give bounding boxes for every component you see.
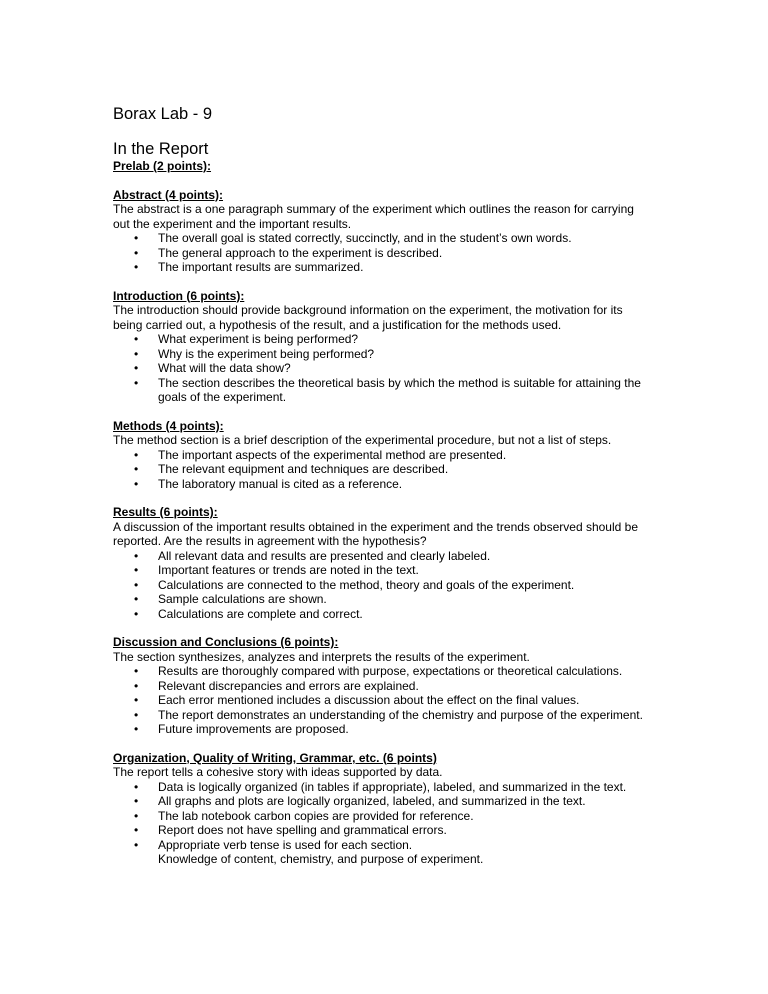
bullet-icon: •: [134, 779, 139, 794]
criteria-list: [113, 231, 653, 275]
criteria-item: [113, 376, 653, 405]
criteria-text: The overall goal is stated correctly, succinctly, and in the student’s own words.: [158, 231, 572, 245]
criteria-item: [113, 664, 653, 679]
criteria-list: [113, 780, 653, 867]
bullet-icon: •: [134, 678, 139, 693]
bullet-icon: •: [134, 722, 139, 736]
criteria-text: Future improvements are proposed.: [158, 722, 349, 736]
criteria-item: [113, 794, 653, 809]
criteria-text: The lab notebook carbon copies are provided for reference.: [158, 808, 474, 823]
criteria-text: Knowledge of content, chemistry, and purpose of experiment.: [158, 852, 484, 866]
document-title: Borax Lab - 9: [113, 105, 213, 123]
section-heading: Organization, Quality of Writing, Grammar, etc. (6 points): [113, 750, 437, 765]
bullet-icon: •: [134, 447, 139, 462]
criteria-list: [113, 448, 653, 492]
criteria-text: Calculations are connected to the method, theory and goals of the experiment.: [158, 577, 575, 592]
bullet-icon: •: [134, 346, 139, 361]
criteria-item: [113, 578, 653, 593]
criteria-text: The laboratory manual is cited as a reference.: [158, 476, 403, 491]
criteria-item: [113, 708, 653, 723]
bullet-icon: •: [134, 606, 139, 621]
bullet-icon: •: [134, 577, 139, 592]
bullet-icon: •: [134, 563, 139, 577]
criteria-item: [113, 260, 653, 275]
criteria-text: The report demonstrates an understanding of the chemistry and purpose of the experiment.: [158, 707, 643, 722]
bullet-icon: •: [134, 808, 139, 823]
criteria-item: [113, 246, 653, 261]
criteria-text: Relevant discrepancies and errors are explained.: [158, 678, 419, 693]
criteria-item: [113, 607, 653, 622]
section-description: The abstract is a one paragraph summary of the experiment which outlines the reason for carrying out the experiment and the important results.: [113, 202, 634, 231]
section-heading: Results (6 points):: [113, 505, 218, 519]
criteria-continuation: [113, 852, 653, 867]
criteria-text: What experiment is being performed?: [158, 332, 359, 346]
criteria-text: Sample calculations are shown.: [158, 592, 327, 606]
rubric-section: [113, 635, 653, 737]
bullet-icon: •: [134, 231, 139, 245]
criteria-text: What will the data show?: [158, 361, 291, 375]
criteria-item: [113, 679, 653, 694]
section-description: The section synthesizes, analyzes and interprets the results of the experiment.: [113, 649, 530, 664]
bullet-icon: •: [134, 260, 139, 274]
bullet-icon: •: [134, 794, 139, 808]
section-heading: Abstract (4 points):: [113, 187, 224, 202]
section-description: The introduction should provide background information on the experiment, the motivation for its being carried out, a hypothesis of the result, and a justification for the methods used.: [113, 303, 623, 332]
bullet-icon: •: [134, 592, 139, 606]
criteria-text: All graphs and plots are logically organized, labeled, and summarized in the text.: [158, 794, 586, 808]
bullet-icon: •: [134, 837, 139, 852]
criteria-item: [113, 347, 653, 362]
bullet-icon: •: [134, 332, 139, 346]
section-description: The report tells a cohesive story with ideas supported by data.: [113, 765, 443, 779]
rubric-section: [113, 159, 653, 174]
criteria-text: Appropriate verb tense is used for each section.: [158, 837, 413, 852]
criteria-text: Why is the experiment being performed?: [158, 346, 375, 361]
criteria-list: [113, 664, 653, 737]
criteria-text: Each error mentioned includes a discussion about the effect on the final values.: [158, 693, 580, 707]
criteria-item: [113, 592, 653, 607]
report-heading: In the Report: [113, 140, 209, 158]
criteria-item: [113, 809, 653, 824]
criteria-text: The important aspects of the experimental method are presented.: [158, 447, 507, 462]
section-heading: Methods (4 points):: [113, 418, 224, 433]
section-heading: Prelab (2 points):: [113, 159, 212, 173]
rubric-section: [113, 188, 653, 275]
criteria-item: [113, 823, 653, 838]
criteria-item: [113, 722, 653, 737]
criteria-item: [113, 563, 653, 578]
bullet-icon: •: [134, 476, 139, 491]
criteria-list: [113, 549, 653, 622]
bullet-icon: •: [134, 664, 139, 678]
criteria-text: The important results are summarized.: [158, 260, 364, 274]
bullet-icon: •: [134, 462, 139, 476]
criteria-list: [113, 332, 653, 405]
criteria-text: Calculations are complete and correct.: [158, 606, 363, 621]
criteria-item: [113, 693, 653, 708]
bullet-icon: •: [134, 693, 139, 707]
bullet-icon: •: [134, 245, 139, 260]
bullet-icon: •: [134, 361, 139, 375]
criteria-item: [113, 780, 653, 795]
criteria-text: The section describes the theoretical basis by which the method is suitable for attaining the goals of the experiment.: [158, 375, 641, 404]
bullet-icon: •: [134, 823, 139, 837]
criteria-text: The general approach to the experiment is described.: [158, 245, 443, 260]
section-description: The method section is a brief description of the experimental procedure, but not a list of steps.: [113, 433, 612, 447]
section-heading: Discussion and Conclusions (6 points):: [113, 635, 339, 649]
rubric-sections: [113, 159, 653, 867]
document-body: [113, 104, 653, 867]
criteria-item: [113, 838, 653, 853]
criteria-item: [113, 231, 653, 246]
rubric-section: [113, 751, 653, 867]
bullet-icon: •: [134, 707, 139, 722]
rubric-section: [113, 505, 653, 621]
criteria-item: [113, 462, 653, 477]
criteria-text: The relevant equipment and techniques are described.: [158, 462, 449, 476]
rubric-section: [113, 419, 653, 492]
criteria-item: [113, 361, 653, 376]
criteria-item: [113, 549, 653, 564]
criteria-text: Report does not have spelling and grammatical errors.: [158, 823, 447, 837]
criteria-item: [113, 332, 653, 347]
section-description: A discussion of the important results obtained in the experiment and the trends observed should be reported. Are the results in agreement with the hypothesis?: [113, 519, 638, 548]
criteria-text: Data is logically organized (in tables if appropriate), labeled, and summarized in the text.: [158, 779, 627, 794]
bullet-icon: •: [134, 375, 139, 390]
criteria-text: Important features or trends are noted in the text.: [158, 563, 419, 577]
bullet-icon: •: [134, 548, 139, 563]
criteria-item: [113, 477, 653, 492]
criteria-text: Results are thoroughly compared with purpose, expectations or theoretical calculations.: [158, 664, 623, 678]
rubric-section: [113, 289, 653, 405]
section-heading: Introduction (6 points):: [113, 288, 245, 303]
criteria-item: [113, 448, 653, 463]
criteria-text: All relevant data and results are presented and clearly labeled.: [158, 548, 491, 563]
